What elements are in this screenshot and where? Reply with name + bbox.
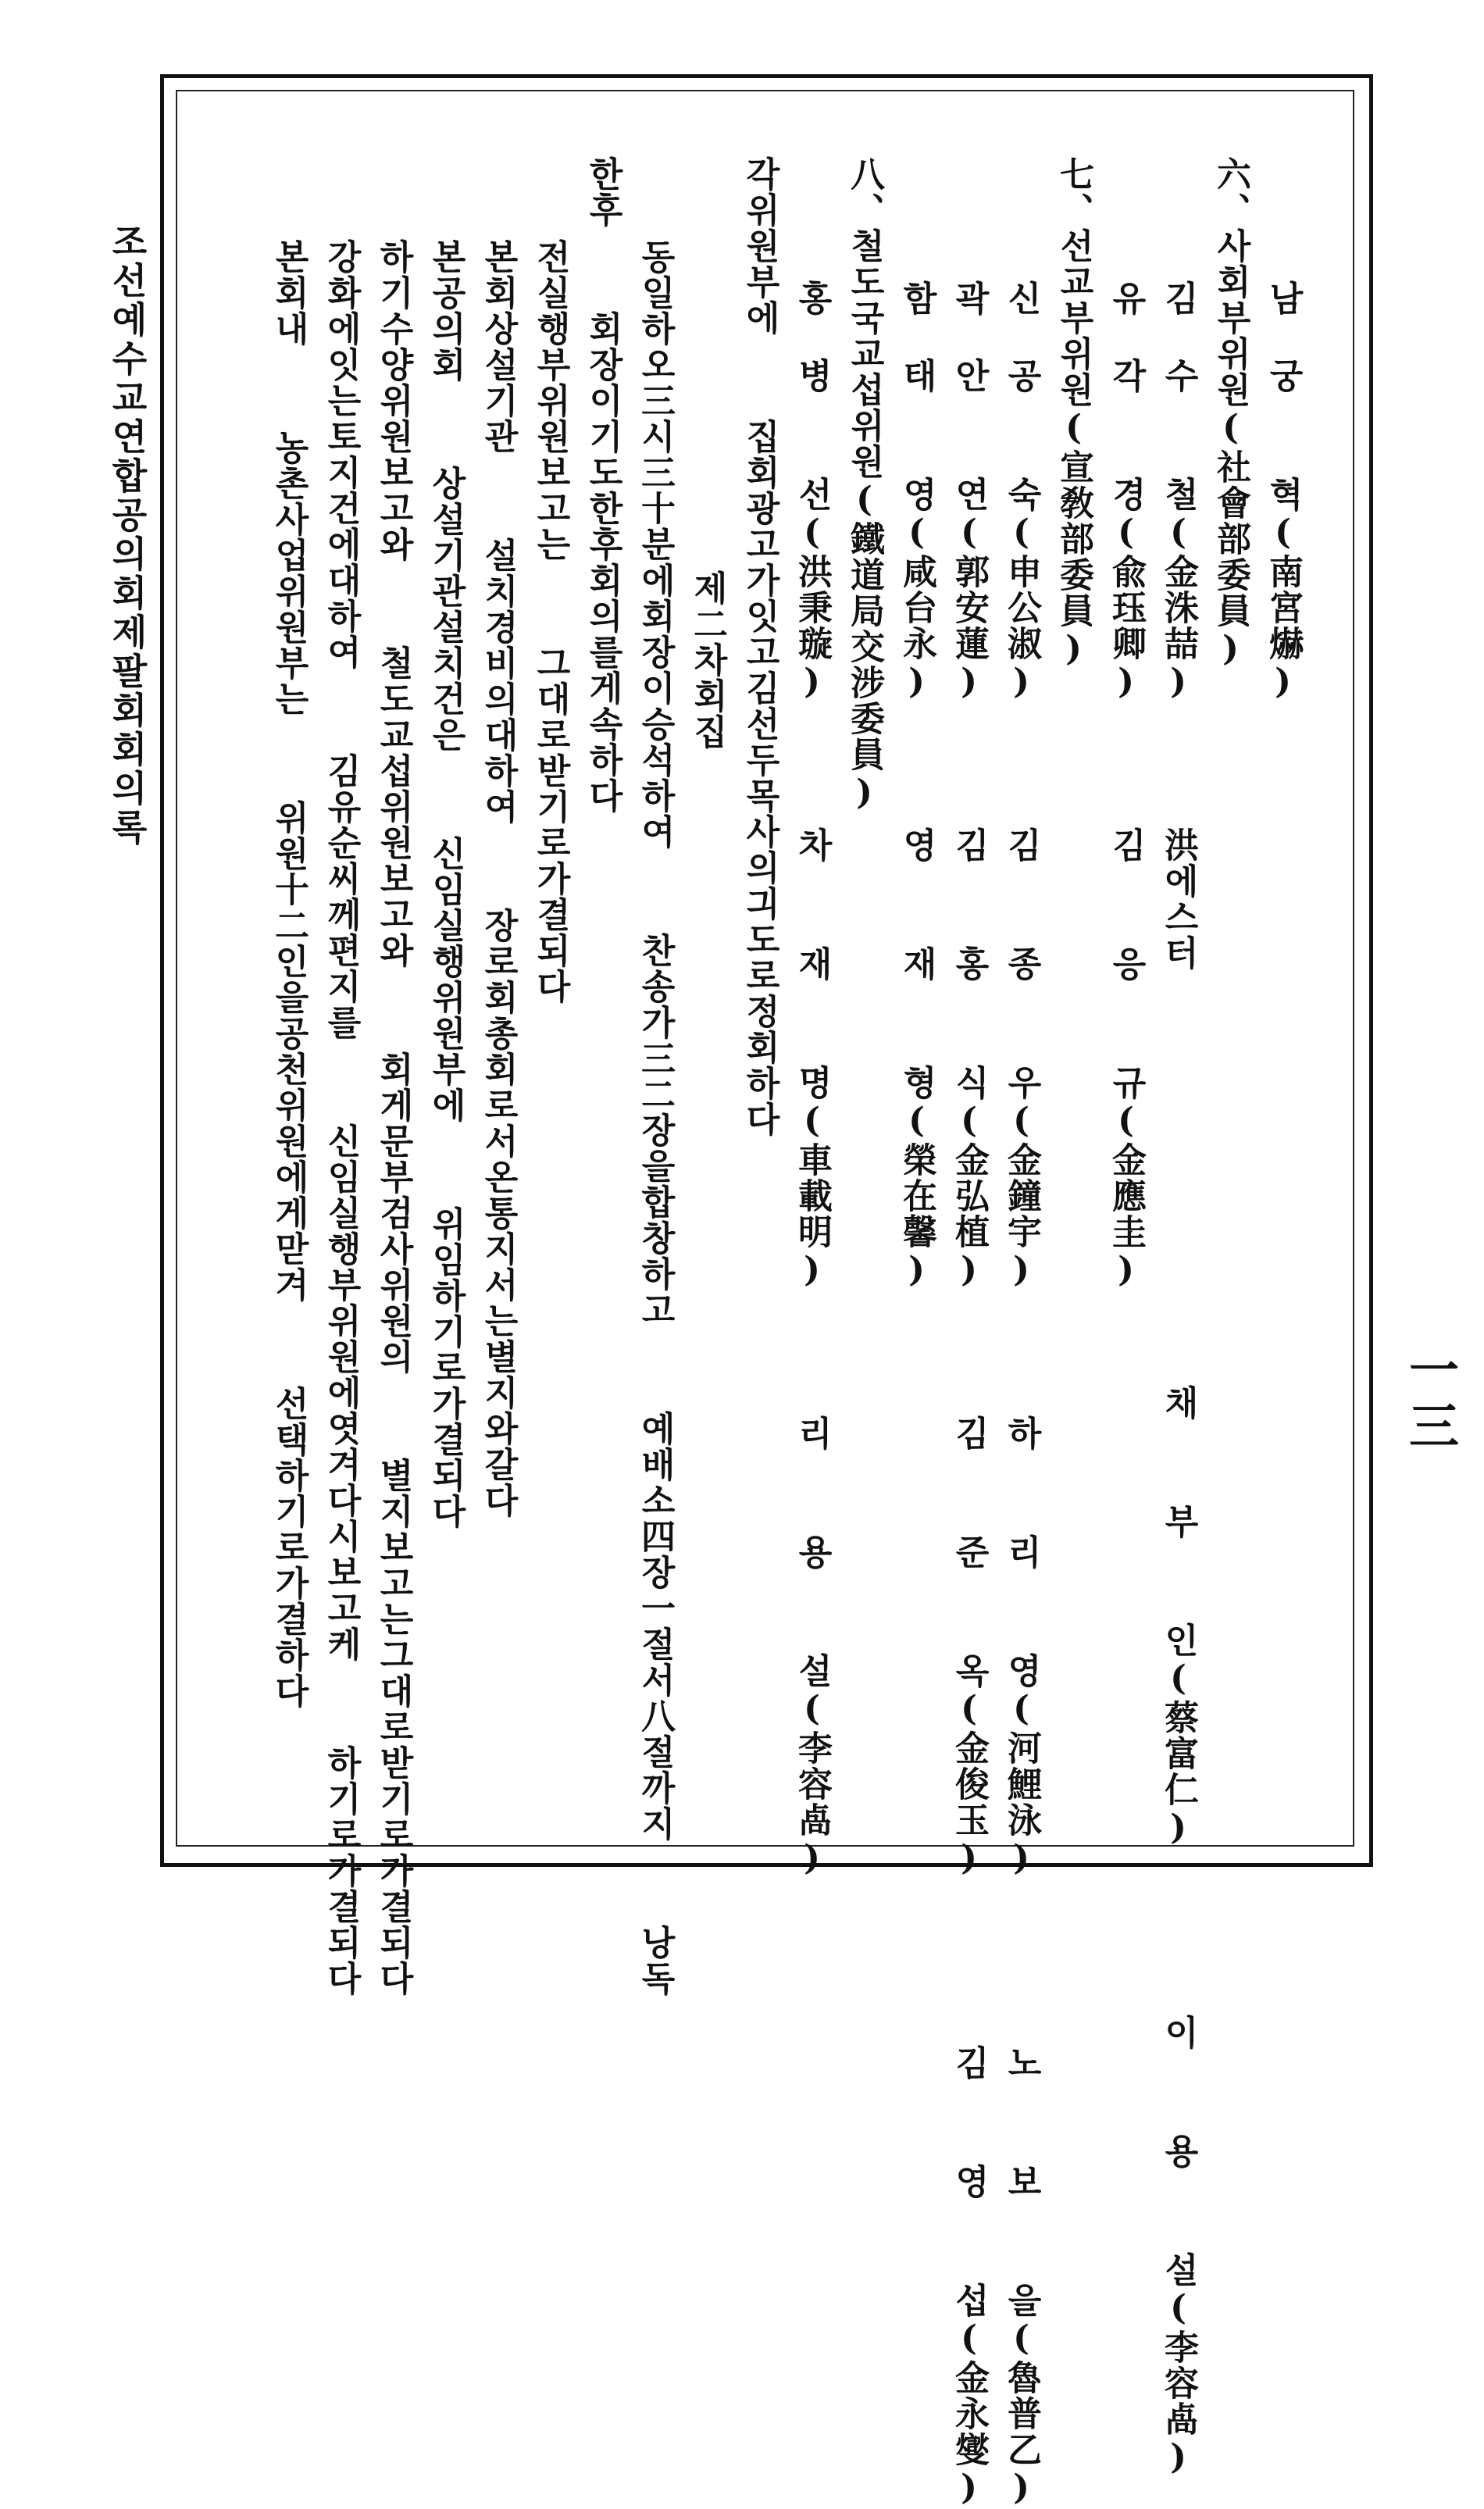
- running-title: 조선예수교연합공의회제팔회회의록: [106, 223, 148, 848]
- text-column: 본회상설기관 설치경비의대하여 장로회총회로서온통지서는별지와갈다: [478, 156, 518, 1519]
- text-column: 각위원부에 집회광고가잇고김선두목사의긔도로정회하다: [740, 156, 779, 1137]
- text-column: 본공의회 상설기관설치건은 신임실행위원부에 위임하기로가결되다: [426, 156, 466, 1529]
- text-column: 본회내 농촌사업위원부는 위원十二인을공천위원에게맏겨 선택하기로가결하다: [269, 156, 309, 1709]
- text-column: 신 공 숙(申公淑) 김 종 우(金鐘宇) 하 리 영(河鯉泳) 노 보 을(魯普乙): [1001, 156, 1041, 2509]
- text-column: 김 수 철(金洙喆) 洪에스터 채 부 인(蔡富仁) 이 용 설(李容卨): [1158, 156, 1198, 2479]
- text-column: 七、선교부위원(宣敎部委員): [1054, 156, 1093, 670]
- page-number: 一三: [1400, 1344, 1459, 1456]
- section-heading: 제二차회집: [687, 156, 727, 750]
- text-column: 곽 안 연(郭安蓮) 김 홍 식(金弘植) 김 준 옥(金俊玉) 김 영 섭(金永燮): [949, 156, 989, 2509]
- text-column: 六、사회부위원(社會部委員): [1211, 156, 1250, 670]
- text-column: 함 태 영(咸台永) 영 재 형(榮在馨): [897, 156, 936, 1291]
- text-column: 한후 회장이기도한후회의를게속하다: [583, 156, 622, 814]
- text-column: 남 궁 혁(南宮爀): [1263, 156, 1303, 703]
- text-column: 八、철도국교섭위원(鐵道局交涉委員): [844, 156, 884, 814]
- text-column: 강화에잇는토지건에대하여 김유순씨께편지를 신임실행부위원에엿겨다시보고케 하기로가결되다: [321, 156, 361, 1997]
- text-column: 동일하오三시三十분에회장이승석하여 찬송가三二장을합창하고 예배소四장一절서八절까지 낭독: [635, 156, 675, 1997]
- text-column: 홍 병 선(洪秉璇) 차 재 명(車載明) 리 용 설(李容卨): [792, 156, 832, 1879]
- text-column: 전실행부위원보고는 그대로받기로가결되다: [530, 156, 570, 1005]
- text-column: 유 각 경(兪珏卿) 김 응 규(金應圭): [1106, 156, 1146, 1291]
- text-column: 하기수양위원보고와 철도교섭위원보고와 회게문부검사위원의 별지보고는그대로받기로가결되다: [373, 156, 413, 1997]
